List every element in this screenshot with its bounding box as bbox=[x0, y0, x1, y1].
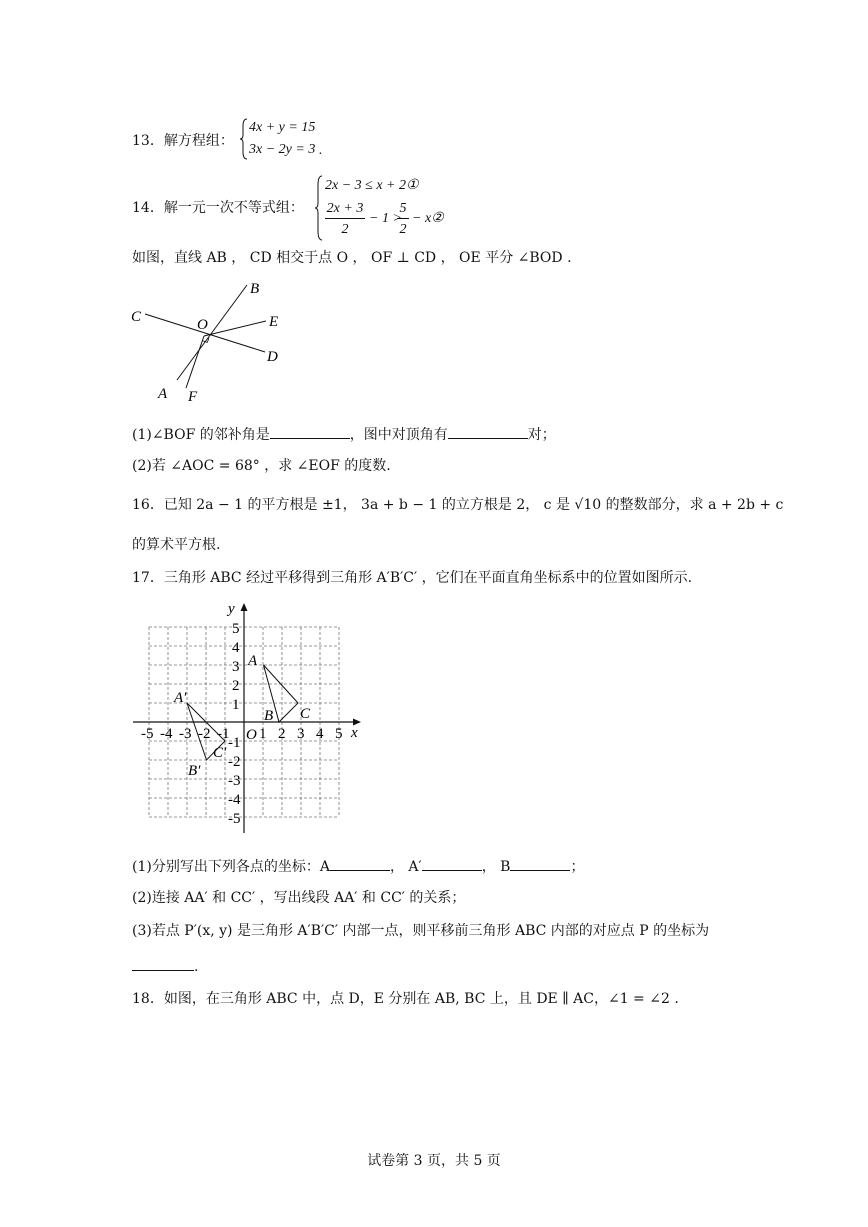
q17-sub3-answer: . bbox=[132, 956, 198, 976]
x-tick-label: -1 bbox=[217, 726, 230, 742]
q13-eq2: 3x − 2y = 3 bbox=[249, 142, 316, 157]
line-ab bbox=[177, 285, 247, 380]
y-tick-label: 1 bbox=[232, 697, 240, 713]
q14-prompt: 14．解一元一次不等式组： bbox=[132, 200, 304, 216]
label-e: E bbox=[269, 314, 279, 330]
q14-eq1: 2x − 3 ≤ x + 2① bbox=[325, 178, 419, 193]
q13-tail: . bbox=[319, 143, 323, 158]
q14-frac1-num: 2x + 3 bbox=[326, 201, 364, 216]
q14-frac2-num: 5 bbox=[399, 201, 407, 216]
q17-sub3: (3)若点 P′(x, y) 是三角形 A′B′C′ 内部一点，则平移前三角形 ABC 内部的对应点 P 的坐标为 bbox=[132, 923, 710, 939]
q16-line1: 16．已知 2a − 1 的平方根是 ±1， 3a + b − 1 的立方根是 2， c 是 √10 的整数部分，求 a + 2b + c bbox=[132, 497, 784, 513]
q15-figure bbox=[125, 278, 300, 408]
x-tick-label: -5 bbox=[141, 726, 154, 742]
answer-blank[interactable] bbox=[132, 956, 194, 971]
y-tick-label: -1 bbox=[228, 735, 241, 751]
answer-blank[interactable] bbox=[330, 856, 390, 871]
y-axis-arrow bbox=[241, 603, 248, 611]
label-d: D bbox=[267, 349, 278, 365]
q15-sub2: (2)若 ∠AOC = 68° ，求 ∠EOF 的度数. bbox=[132, 458, 391, 474]
label-o: O bbox=[197, 317, 208, 333]
x-tick-label: 2 bbox=[278, 726, 286, 742]
y-tick-label: -4 bbox=[228, 792, 241, 808]
x-tick-label: 5 bbox=[335, 726, 343, 742]
x-tick-label: 1 bbox=[259, 726, 267, 742]
y-tick-label: 3 bbox=[232, 659, 240, 675]
q17-sub1: (1)分别写出下列各点的坐标：A ， A′ ， B ； bbox=[132, 856, 584, 876]
label-a: A bbox=[248, 653, 258, 669]
y-tick-label: -5 bbox=[228, 811, 241, 827]
label-c: C bbox=[131, 309, 142, 325]
q14-minus1: − 1 > bbox=[369, 211, 402, 226]
y-tick-labels bbox=[228, 621, 241, 827]
answer-blank[interactable] bbox=[422, 856, 482, 871]
origin-label: O bbox=[246, 727, 257, 743]
ray-oe bbox=[204, 321, 266, 336]
q14-tail: − x② bbox=[412, 211, 444, 226]
q17-coordinate-grid bbox=[125, 595, 370, 840]
x-tick-label: -2 bbox=[198, 726, 211, 742]
x-tick-label: 3 bbox=[297, 726, 305, 742]
q14-frac1-bar bbox=[325, 218, 365, 219]
y-tick-label: -3 bbox=[228, 773, 241, 789]
q15-prompt: 如图，直线 AB ， CD 相交于点 O ， OF ⊥ CD ， OE 平分 ∠BOD . bbox=[132, 250, 572, 266]
q17-line1: 17．三角形 ABC 经过平移得到三角形 A′B′C′ ，它们在平面直角坐标系中的位置如图所示. bbox=[132, 570, 693, 586]
q13-brace bbox=[240, 118, 248, 160]
answer-blank[interactable] bbox=[510, 856, 570, 871]
answer-blank[interactable] bbox=[270, 424, 350, 439]
q17-sub2: (2)连接 AA′ 和 CC′ ，写出线段 AA′ 和 CC′ 的关系； bbox=[132, 890, 466, 906]
label-a: A bbox=[158, 386, 168, 402]
label-c: C bbox=[300, 706, 311, 722]
page-footer: 试卷第 3 页，共 5 页 bbox=[367, 1153, 501, 1169]
q14-frac1-den: 2 bbox=[341, 222, 349, 237]
label-b: B bbox=[264, 708, 274, 724]
axis-y-label: y bbox=[228, 601, 235, 617]
ray-of bbox=[186, 336, 204, 388]
q16-line2: 的算术平方根. bbox=[132, 537, 221, 553]
answer-blank[interactable] bbox=[448, 424, 528, 439]
axis-x-label: x bbox=[351, 725, 358, 741]
q15-sub1: (1)∠BOF 的邻补角是 ，图中对顶角有 对； bbox=[132, 424, 556, 444]
q14-frac2-den: 2 bbox=[399, 222, 407, 237]
label-a-prime: A′ bbox=[174, 690, 187, 706]
x-tick-label: 4 bbox=[316, 726, 324, 742]
label-f: F bbox=[188, 389, 198, 405]
y-tick-label: 5 bbox=[232, 621, 240, 637]
x-tick-label: -3 bbox=[179, 726, 192, 742]
y-tick-label: -2 bbox=[228, 754, 241, 770]
q13-prompt: 13．解方程组： bbox=[132, 133, 234, 149]
label-b: B bbox=[250, 281, 260, 297]
y-tick-label: 2 bbox=[232, 678, 240, 694]
q14-frac2-bar bbox=[397, 218, 409, 219]
q13-eq1: 4x + y = 15 bbox=[249, 120, 316, 135]
y-tick-label: 4 bbox=[232, 640, 240, 656]
label-c-prime: C′ bbox=[213, 745, 227, 761]
x-tick-label: -4 bbox=[160, 726, 173, 742]
q14-brace bbox=[315, 175, 323, 241]
x-tick-labels bbox=[141, 726, 343, 742]
label-b-prime: B′ bbox=[188, 763, 201, 779]
q18-prompt: 18．如图，在三角形 ABC 中，点 D，E 分别在 AB, BC 上，且 DE ∥ AC，∠1 = ∠2 . bbox=[132, 991, 679, 1007]
